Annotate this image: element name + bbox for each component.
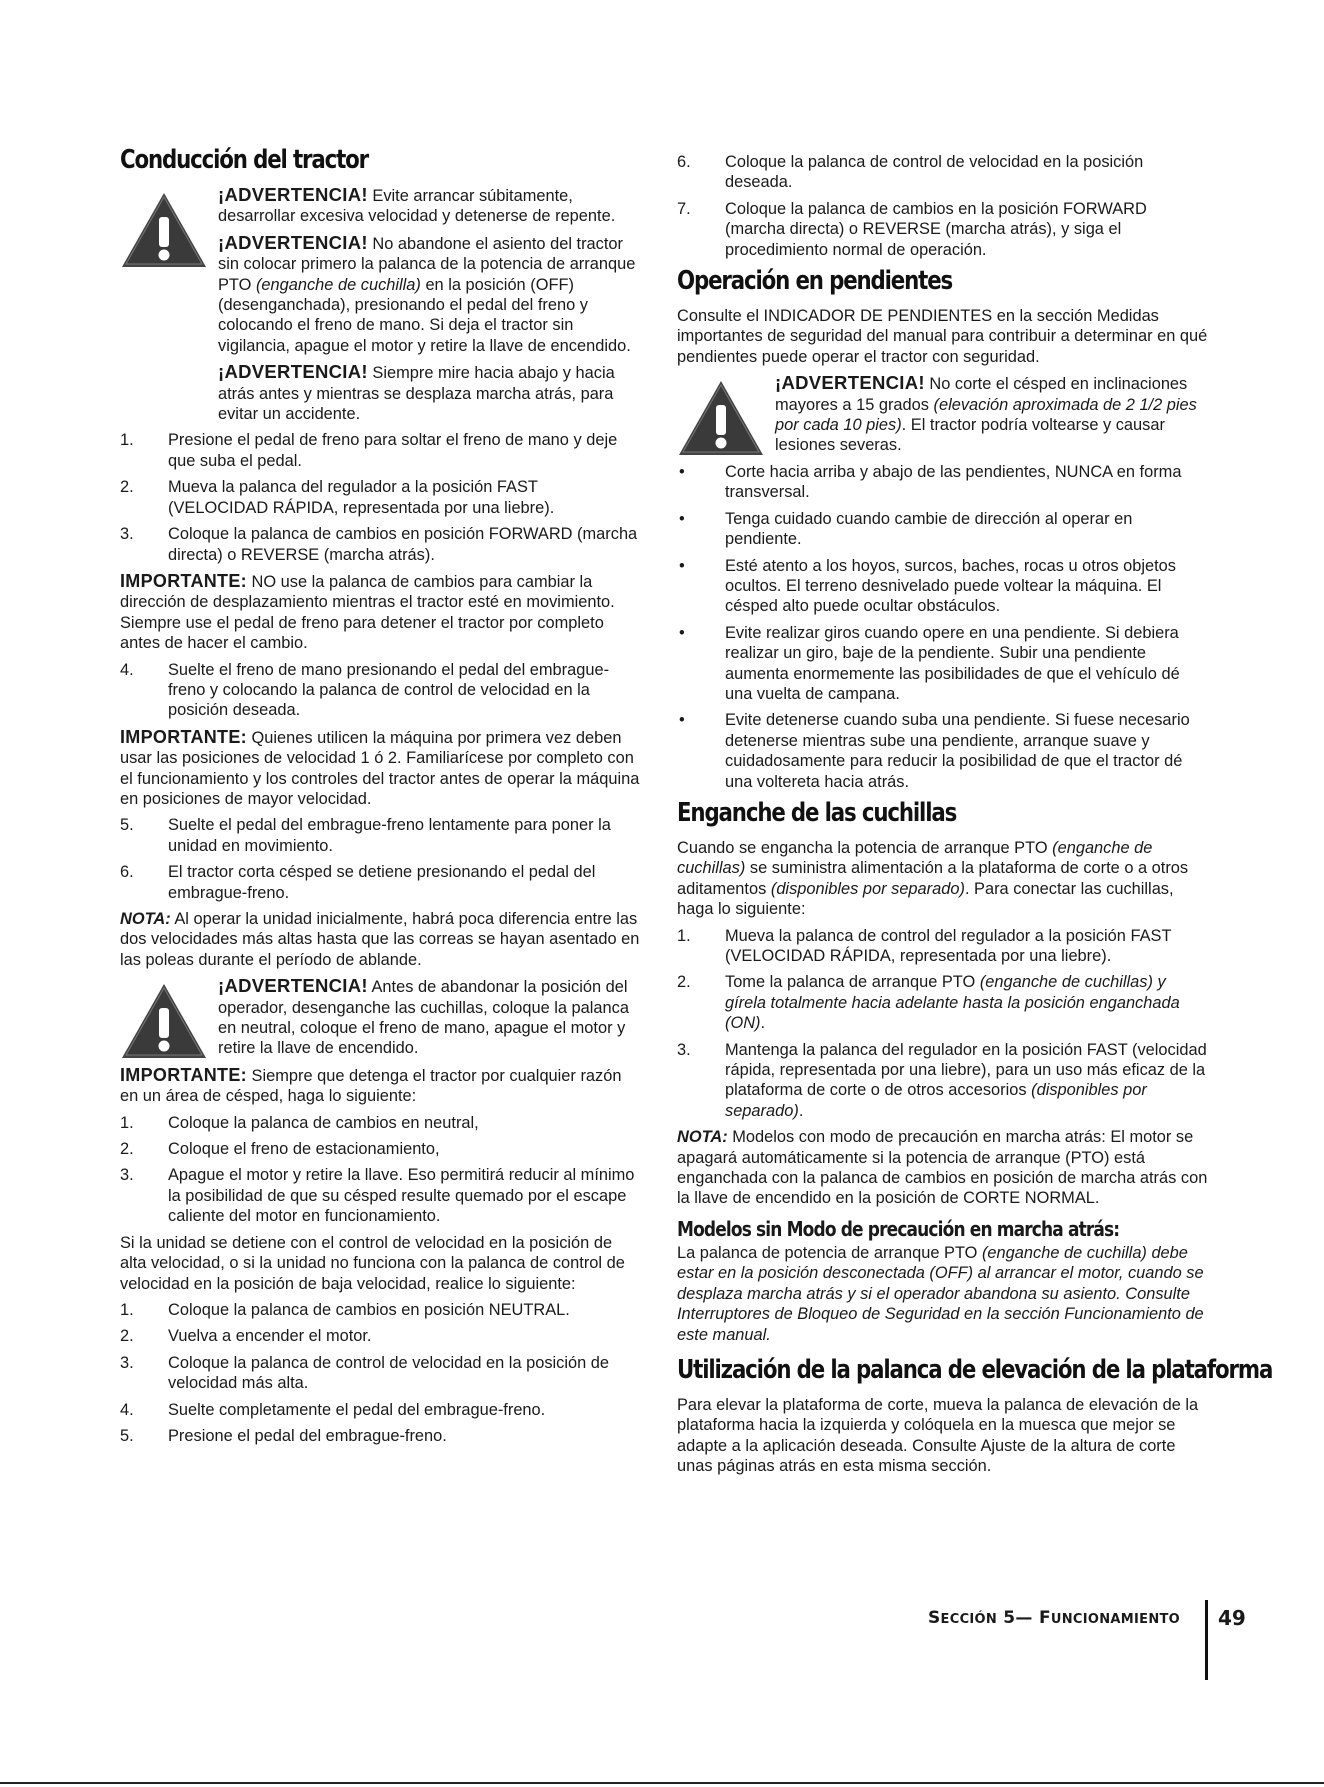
important-note: IMPORTANTE: NO use la palanca de cambios para cambiar la dirección de desplazamiento mientras el tractor esté en movimiento. Siempre use el pedal de freno para detener el tractor por completo antes de hacer el cambio. xyxy=(120,570,615,653)
warning-block-2 xyxy=(120,976,642,1059)
bottom-divider xyxy=(0,1782,1324,1784)
subsection-title-no-caution: Modelos sin Modo de precaución en marcha atrás: xyxy=(677,1216,1120,1241)
page-number: 49 xyxy=(1218,1606,1246,1630)
list-item: 2. Vuelva a encender el motor. xyxy=(120,1327,372,1346)
warning-text: ¡ADVERTENCIA! Evite arrancar súbitamente, desarrollar excesiva velocidad y detenerse de repente. xyxy=(218,184,616,226)
list-item: 1. Coloque la palanca de cambios en neutral, xyxy=(120,1113,479,1132)
steps-list xyxy=(677,152,1210,260)
section-title-lift: Utilización de la palanca de elevación de la plataforma xyxy=(677,1354,1273,1385)
list-item: 4. Suelte el freno de mano presionando el pedal del embrague-freno y colocando la palanca de control de velocidad en la posición deseada. xyxy=(120,660,610,720)
list-item: 2. Coloque el freno de estacionamiento, xyxy=(120,1140,440,1159)
body-paragraph: La palanca de potencia de arranque PTO (enganche de cuchilla) debe estar en la posición desconectada (OFF) al arrancar el motor, cuando se desplaza marcha atrás y si el operador abandona su asiento. Consulte Interruptores de Bloqueo de Seguridad en la sección Funcionamiento de este manual. xyxy=(677,1243,1204,1344)
warning-block-slope xyxy=(677,373,1210,456)
warning-triangle-icon xyxy=(120,982,208,1060)
list-item: 4. Suelte completamente el pedal del embrague-freno. xyxy=(120,1400,546,1419)
list-item: 6. Coloque la palanca de control de velocidad en la posición deseada. xyxy=(677,153,1144,192)
body-paragraph: Si la unidad se detiene con el control de velocidad en la posición de alta velocidad, o si la unidad no funciona con la palanca de control de velocidad en la posición de baja velocidad, realice lo siguiente: xyxy=(120,1233,625,1293)
body-paragraph: Cuando se engancha la potencia de arranque PTO (enganche de cuchillas) se suministra alimentación a la plataforma de corte o a otros aditamentos (disponibles por separado). Para conectar las cuchillas, haga lo siguiente: xyxy=(677,838,1189,919)
warning-triangle-icon xyxy=(677,379,765,457)
section-footer: SECCIÓN 5— FUNCIONAMIENTO xyxy=(928,1608,1181,1628)
list-item: • Esté atento a los hoyos, surcos, baches, rocas u otros objetos ocultos. El terreno desnivelado puede voltear la máquina. El césped alto puede ocultar obstáculos. xyxy=(679,556,1176,616)
warning-block-1 xyxy=(120,185,642,424)
warning-text: ¡ADVERTENCIA! No abandone el asiento del tractor sin colocar primero la palanca de la potencia de arranque PTO (enganche de cuchilla) en la posición (OFF) (desenganchada), presionando el pedal del freno y colocando el freno de mano. Si deja el tractor sin vigilancia, apague el motor y retire la llave de encendido. xyxy=(218,231,636,355)
list-item: 3. Coloque la palanca de cambios en posición FORWARD (marcha directa) o REVERSE (marcha atrás). xyxy=(120,525,638,564)
steps-list xyxy=(120,1113,642,1227)
steps-list xyxy=(120,430,642,564)
warning-triangle-icon xyxy=(120,191,208,269)
list-item: 3. Apague el motor y retire la llave. Eso permitirá reducir al mínimo la posibilidad de que su césped resulte quemado por el escape caliente del motor en funcionamiento. xyxy=(120,1166,635,1226)
list-item: 5. Suelte el pedal del embrague-freno lentamente para poner la unidad en movimiento. xyxy=(120,816,611,855)
list-item: 1. Mueva la palanca de control del regulador a la posición FAST (VELOCIDAD RÁPIDA, representada por una liebre). xyxy=(677,926,1172,965)
list-item: 3. Coloque la palanca de control de velocidad en la posición de velocidad más alta. xyxy=(120,1353,610,1393)
list-item: • Evite detenerse cuando suba una pendiente. Si fuese necesario detenerse mientras sube una pendiente, arranque suave y cuidadosamente para reducir la posibilidad de que el tractor dé una voltereta hacia atrás. xyxy=(679,711,1190,791)
steps-list xyxy=(120,1300,642,1446)
warning-text: ¡ADVERTENCIA! No corte el césped en inclinaciones mayores a 15 grados (elevación aproximada de 2 1/2 pies por cada 10 pies). El tractor podría voltearse y causar lesiones severas. xyxy=(775,372,1197,455)
list-item: • Corte hacia arriba y abajo de las pendientes, NUNCA en forma transversal. xyxy=(679,462,1182,502)
warning-text: ¡ADVERTENCIA! Siempre mire hacia abajo y hacia atrás antes y mientras se desplaza marcha atrás, para evitar un accidente. xyxy=(218,361,615,424)
list-item: 1. Coloque la palanca de cambios en posición NEUTRAL. xyxy=(120,1300,570,1319)
list-item: 2. Mueva la palanca del regulador a la posición FAST (VELOCIDAD RÁPIDA, representada por una liebre). xyxy=(120,478,555,517)
list-item: 5. Presione el pedal del embrague-freno. xyxy=(120,1426,447,1445)
list-item: 6. El tractor corta césped se detiene presionando el pedal del embrague-freno. xyxy=(120,863,596,902)
body-paragraph: Consulte el INDICADOR DE PENDIENTES en la sección Medidas importantes de seguridad del manual para contribuir a determinar en qué pendientes puede operar el tractor con seguridad. xyxy=(677,307,1208,366)
bullet-list xyxy=(677,462,1210,792)
list-item: 1. Presione el pedal de freno para soltar el freno de mano y deje que suba el pedal. xyxy=(120,431,618,470)
steps-list xyxy=(120,660,642,721)
list-item: 3. Mantenga la palanca del regulador en la posición FAST (velocidad rápida, representada por una liebre), para un uso más eficaz de la plataforma de corte o de otros accesorios (disponibles por separado). xyxy=(677,1040,1207,1120)
footer-divider xyxy=(1205,1600,1208,1680)
warning-text: ¡ADVERTENCIA! Antes de abandonar la posición del operador, desenganche las cuchillas, coloque la palanca en neutral, coloque el freno de mano, apague el motor y retire la llave de encendido. xyxy=(218,975,629,1058)
section-title-blades: Enganche de las cuchillas xyxy=(677,797,957,828)
important-note: IMPORTANTE: Siempre que detenga el tractor por cualquier razón en un área de césped, haga lo siguiente: xyxy=(120,1064,622,1106)
section-title-driving: Conducción del tractor xyxy=(120,145,369,175)
list-item: 2. Tome la palanca de arranque PTO (enganche de cuchillas) y gírela totalmente hacia adelante hasta la posición enganchada (ON). xyxy=(677,973,1180,1033)
note-paragraph: NOTA: Al operar la unidad inicialmente, habrá poca diferencia entre las dos velocidades más altas hasta que las correas se hayan asentado en las poleas durante el período de ablande. xyxy=(120,910,640,969)
important-note: IMPORTANTE: Quienes utilicen la máquina por primera vez deben usar las posiciones de velocidad 1 ó 2. Familiarícese por completo con el funcionamiento y los controles del tractor antes de operar la máquina en posiciones de mayor velocidad. xyxy=(120,726,640,808)
left-column xyxy=(120,145,642,1452)
section-title-slopes: Operación en pendientes xyxy=(677,266,953,297)
note-paragraph: NOTA: Modelos con modo de precaución en marcha atrás: El motor se apagará automáticamente si la potencia de arranque (PTO) está enganchada con la palanca de cambios en posición de marcha atrás con la llave de encendido en la posición de CORTE NORMAL. xyxy=(677,1128,1208,1208)
steps-list xyxy=(120,815,642,903)
list-item: • Evite realizar giros cuando opere en una pendiente. Si debiera realizar un giro, baje de la pendiente. Subir una pendiente aumenta enormemente las posibilidades de que el vehículo dé una vuelta de campana. xyxy=(679,623,1180,703)
steps-list xyxy=(677,926,1210,1122)
body-paragraph: Para elevar la plataforma de corte, mueva la palanca de elevación de la plataforma hacia la izquierda y colóquela en la muesca que mejor se adapte a la aplicación deseada. Consulte Ajuste de la altura de corte unas páginas atrás en esta misma sección. xyxy=(677,1395,1199,1476)
list-item: 7. Coloque la palanca de cambios en la posición FORWARD (marcha directa) o REVERSE (marcha atrás), y siga el procedimiento normal de operación. xyxy=(677,199,1147,259)
list-item: • Tenga cuidado cuando cambie de dirección al operar en pendiente. xyxy=(679,509,1133,549)
right-column xyxy=(677,152,1273,1483)
